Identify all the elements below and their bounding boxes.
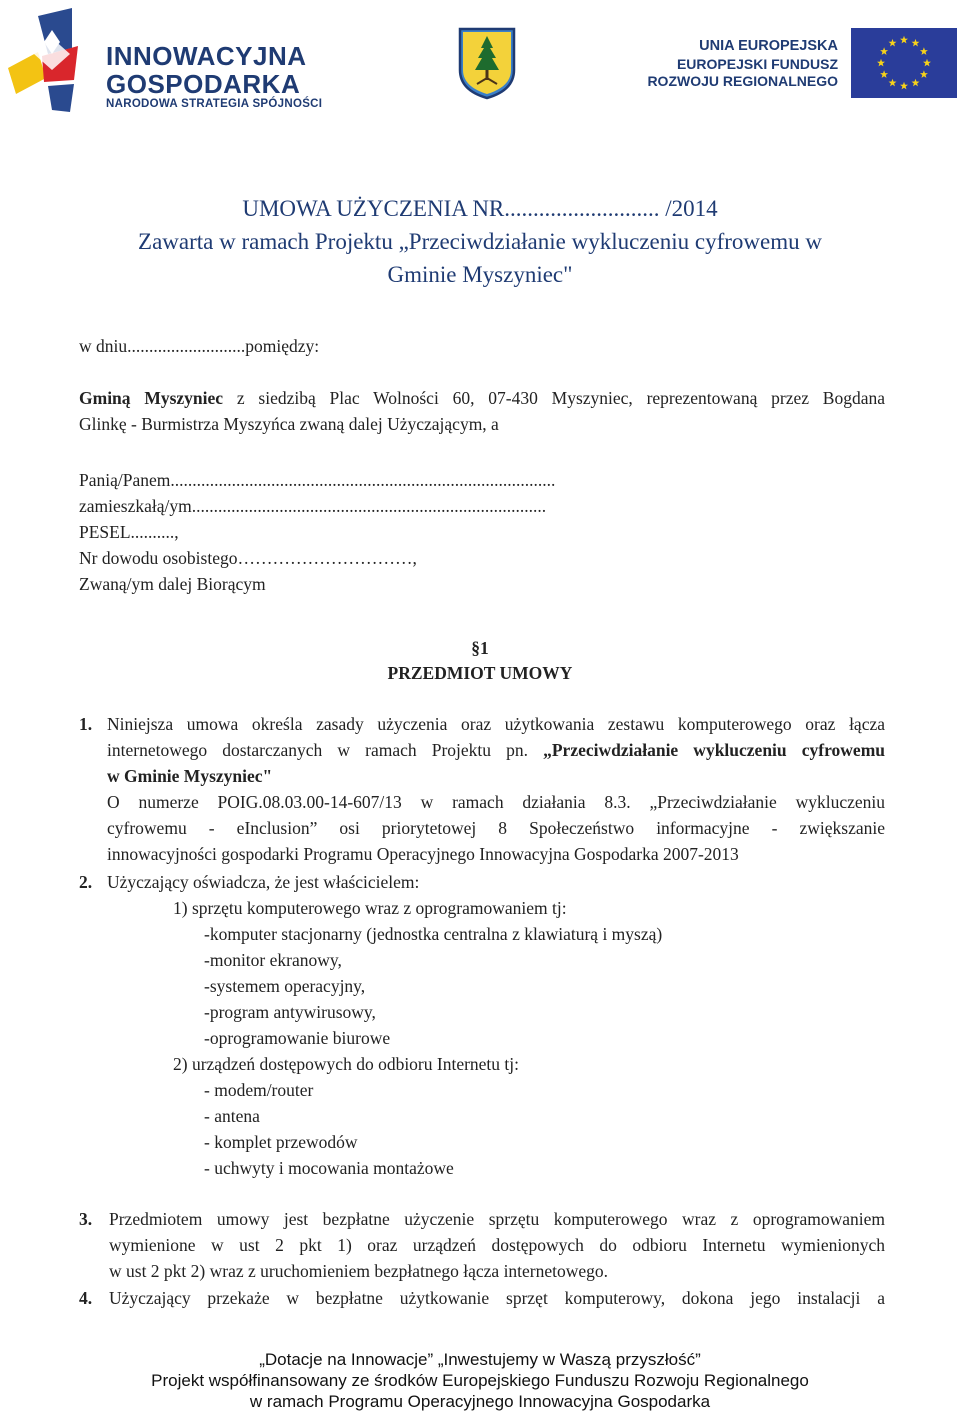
contract-subtitle-line2: Gminie Myszyniec" (387, 262, 573, 287)
item2-sub-cables: - komplet przewodów (204, 1132, 358, 1152)
logo-right-line3: ROZWOJU REGIONALNEGO (647, 73, 838, 89)
paragraph-2-text: Użyczający oświadcza, że jest właścicielem: (107, 872, 420, 892)
item2-sub-mounts: - uchwyty i mocowania montażowe (204, 1158, 454, 1178)
party1-line1 (79, 385, 885, 411)
paragraph-3-line2: wymienione w ust 2 pkt 1) oraz urządzeń dostępowych do odbioru Internetu wymienionych (109, 1235, 885, 1255)
party2-role-line: Zwaną/ym dalej Biorącym (79, 574, 266, 594)
paragraph-4-line1: Użyczający przekaże w bezpłatne użytkowanie sprzęt komputerowy, dokona jego instalacji a (109, 1288, 885, 1308)
paragraph-2-number: 2. (79, 872, 93, 892)
footer-slogan: „Dotacje na Innowacje” „Inwestujemy w Waszą przyszłość” (259, 1350, 701, 1369)
paragraph-1-line2 (107, 737, 885, 763)
tree-crest-icon (457, 26, 517, 100)
section-heading: PRZEDMIOT UMOWY (387, 663, 573, 683)
item1-sub-computer: -komputer stacjonarny (jednostka centralna z klawiaturą i myszą) (204, 924, 663, 944)
paragraph-2-item2: 2) urządzeń dostępowych do odbioru Internetu tj: (173, 1054, 520, 1074)
item1-sub-office: -oprogramowanie biurowe (204, 1028, 391, 1048)
paragraph-3-line1: Przedmiotem umowy jest bezpłatne użyczenie sprzętu komputerowego wraz z oprogramowaniem (109, 1209, 885, 1229)
paragraph-1-line3: w Gminie Myszyniec" (107, 766, 273, 786)
innowacyjna-gospodarka-mark-icon (8, 8, 88, 112)
date-line: w dniu...........................pomiędzy: (79, 336, 320, 356)
paragraph-1-number: 1. (79, 714, 93, 734)
eu-flag-icon (851, 28, 957, 98)
paragraph-3-number: 3. (79, 1209, 93, 1229)
innowacyjna-gospodarka-logo (8, 8, 338, 114)
paragraph-1-line2-text: internetowego dostarczanych w ramach Projektu pn. (107, 740, 544, 760)
contract-title: UMOWA UŻYCZENIA NR........................... /2014 (242, 196, 718, 221)
party2-name-line: Panią/Panem........................................................................................ (79, 470, 556, 490)
paragraph-1-line6: innowacyjności gospodarki Programu Operacyjnego Innowacyjna Gospodarka 2007-2013 (107, 844, 739, 864)
contract-subtitle-line1: Zawarta w ramach Projektu „Przeciwdziałanie wykluczeniu cyfrowemu w (138, 229, 822, 254)
party2-id-line: Nr dowodu osobistego…………………………, (79, 548, 417, 568)
item1-sub-antivirus: -program antywirusowy, (204, 1002, 376, 1022)
party1-details: z siedzibą Plac Wolności 60, 07-430 Myszyniec, reprezentowaną przez Bogdana (223, 388, 886, 408)
item1-sub-monitor: -monitor ekranowy, (204, 950, 342, 970)
paragraph-1-line1: Niniejsza umowa określa zasady użyczenia oraz użytkowania zestawu komputerowego oraz łącza (107, 714, 885, 734)
party2-address-line: zamieszkałą/ym................................................................................. (79, 496, 547, 516)
paragraph-4-number: 4. (79, 1288, 93, 1308)
section-symbol: §1 (471, 638, 489, 658)
item1-sub-os: -systemem operacyjny, (204, 976, 366, 996)
item2-sub-modem: - modem/router (204, 1080, 314, 1100)
party1-name: Gminą Myszyniec (79, 388, 224, 408)
paragraph-1-line5: cyfrowemu - eInclusion” osi priorytetowej 8 Społeczeństwo informacyjne - zwiększanie (107, 818, 885, 838)
party1-line2: Glinkę - Burmistrza Myszyńca zwaną dalej Użyczającym, a (79, 414, 499, 434)
logo-left-line1: INNOWACYJNA (106, 41, 307, 71)
project-name-bold: „Przeciwdziałanie wykluczeniu cyfrowemu (543, 740, 886, 760)
party2-pesel-line: PESEL.........., (79, 522, 179, 542)
paragraph-3-line3: w ust 2 pkt 2) wraz z uruchomieniem bezpłatnego łącza internetowego. (109, 1261, 609, 1281)
logo-right-line1: UNIA EUROPEJSKA (699, 38, 838, 54)
logo-right-line2: EUROPEJSKI FUNDUSZ (676, 56, 838, 72)
footer-cofinancing: Projekt współfinansowany ze środków Europejskiego Funduszu Rozwoju Regionalnego (151, 1371, 809, 1390)
footer-programme: w ramach Programu Operacyjnego Innowacyjna Gospodarka (249, 1392, 711, 1411)
paragraph-2-item1: 1) sprzętu komputerowego wraz z oprogramowaniem tj: (173, 898, 567, 918)
logo-left-line2: GOSPODARKA (106, 69, 301, 99)
logo-left-line3: NARODOWA STRATEGIA SPÓJNOŚCI (106, 98, 323, 110)
item2-sub-antenna: - antena (204, 1106, 260, 1126)
paragraph-1-line4: O numerze POIG.08.03.00-14-607/13 w ramach działania 8.3. „Przeciwdziałanie wykluczeniu (107, 792, 885, 812)
